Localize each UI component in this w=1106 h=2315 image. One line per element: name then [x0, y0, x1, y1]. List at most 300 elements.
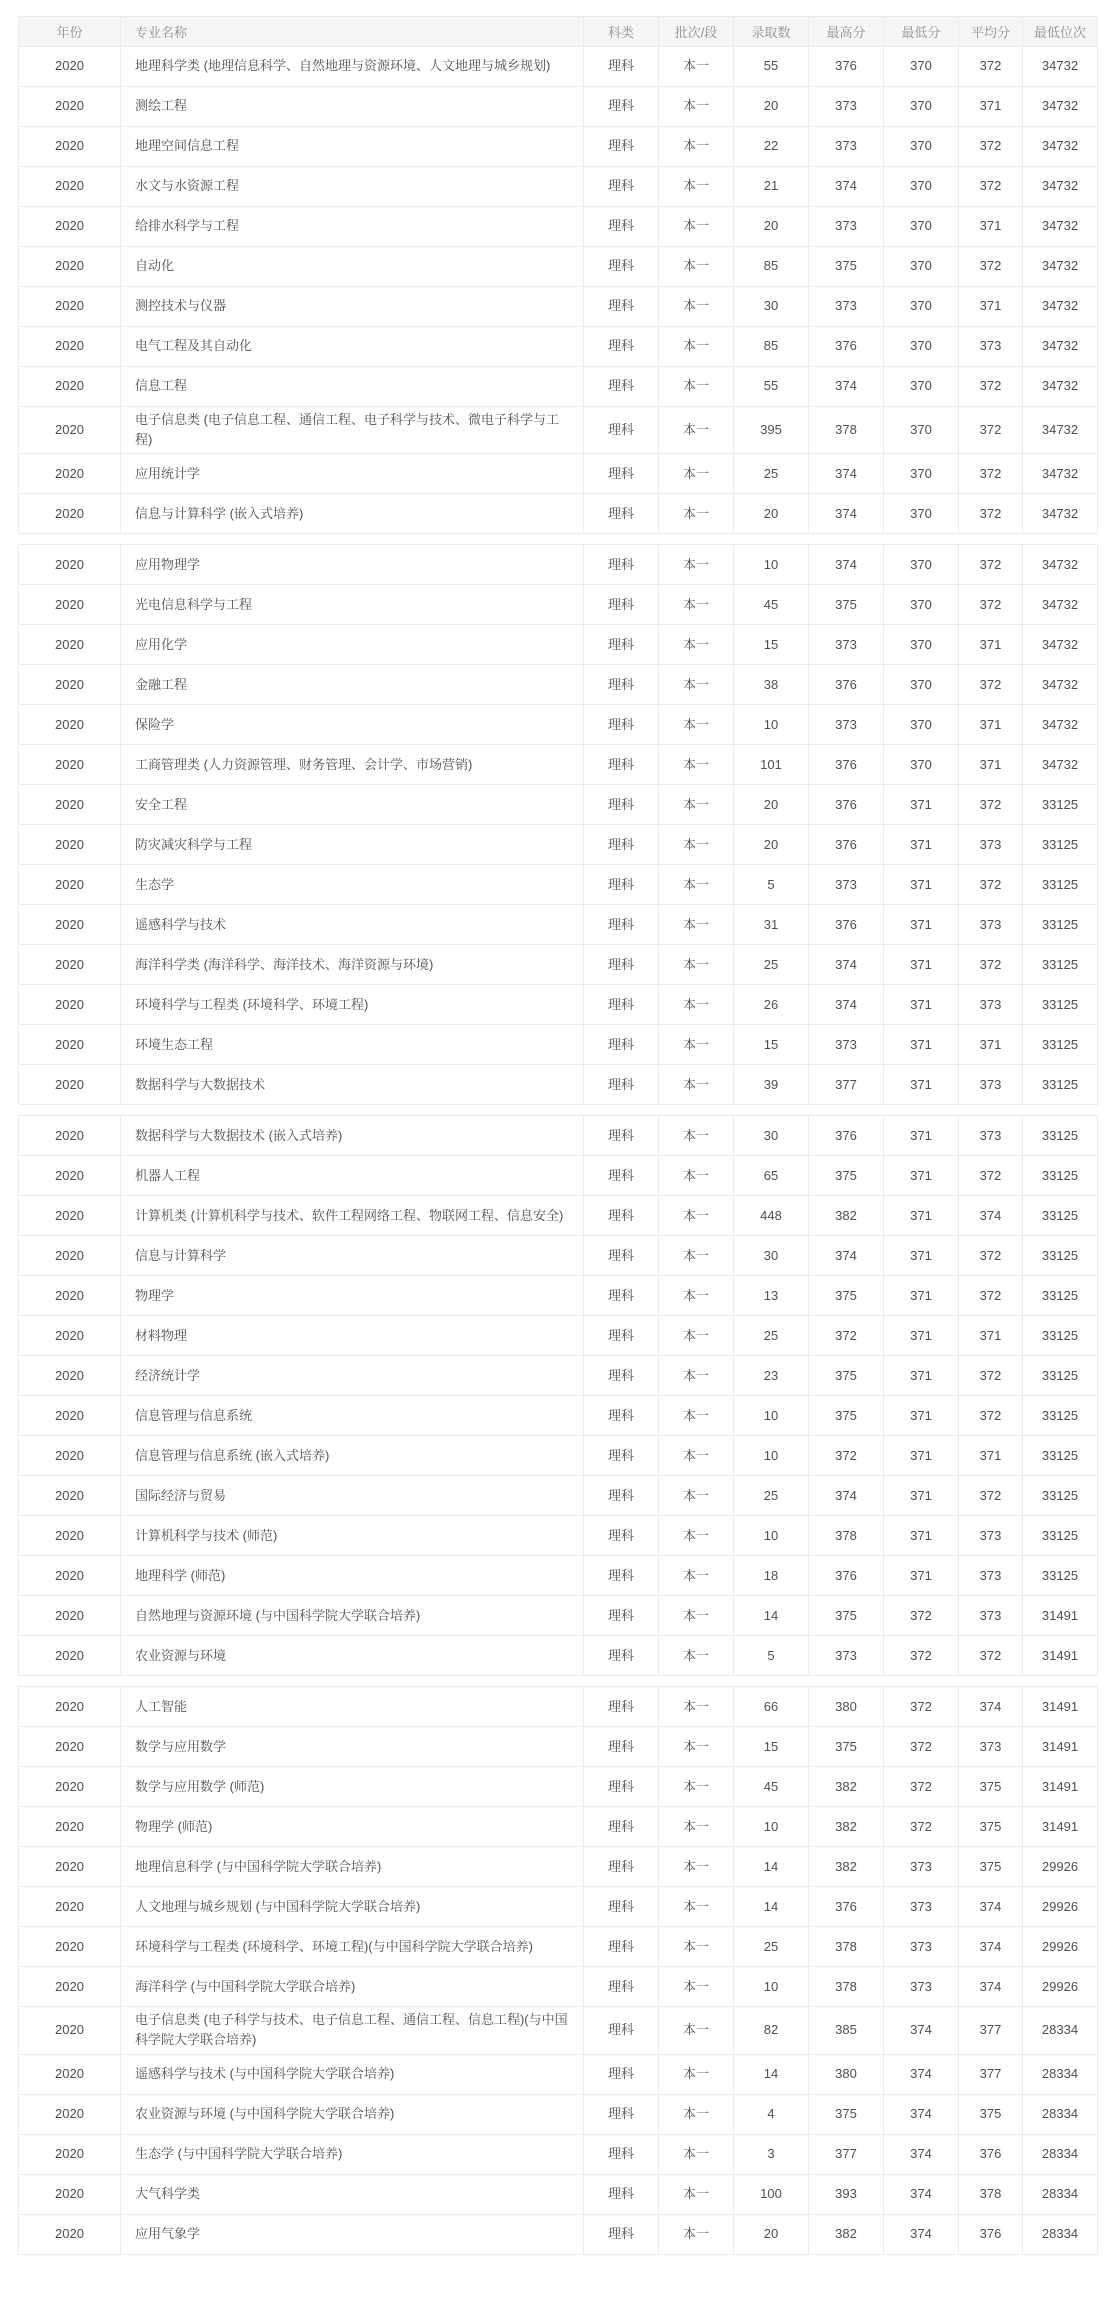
major-cell: 机器人工程	[121, 1156, 584, 1196]
min_score-cell: 372	[884, 1807, 959, 1847]
table-row	[19, 327, 1098, 367]
table-row	[19, 1316, 1098, 1356]
min_score-cell: 370	[884, 287, 959, 327]
admitted-cell: 10	[734, 545, 809, 585]
max_score-cell: 373	[809, 865, 884, 905]
major-cell: 材料物理	[121, 1316, 584, 1356]
table-row	[19, 865, 1098, 905]
batch-cell: 本一	[659, 2094, 734, 2134]
avg_score-cell: 377	[959, 2054, 1023, 2094]
avg_score-cell: 378	[959, 2174, 1023, 2214]
max_score-cell: 378	[809, 1927, 884, 1967]
min_score-cell: 372	[884, 1687, 959, 1727]
category-cell: 理科	[584, 905, 659, 945]
min_score-cell: 373	[884, 1967, 959, 2007]
min_score-cell: 374	[884, 2174, 959, 2214]
max_score-cell: 374	[809, 1476, 884, 1516]
min_rank-cell: 31491	[1023, 1636, 1098, 1676]
min_score-cell: 370	[884, 705, 959, 745]
min_rank-cell: 34732	[1023, 545, 1098, 585]
avg_score-cell: 374	[959, 1196, 1023, 1236]
batch-cell: 本一	[659, 625, 734, 665]
min_rank-cell: 28334	[1023, 2094, 1098, 2134]
batch-cell: 本一	[659, 47, 734, 87]
category-cell: 理科	[584, 494, 659, 534]
admitted-cell: 14	[734, 1847, 809, 1887]
max_score-cell: 375	[809, 247, 884, 287]
max_score-cell: 378	[809, 407, 884, 454]
category-cell: 理科	[584, 1396, 659, 1436]
max_score-cell: 375	[809, 585, 884, 625]
major-cell: 人工智能	[121, 1687, 584, 1727]
batch-cell: 本一	[659, 1356, 734, 1396]
category-cell: 理科	[584, 625, 659, 665]
batch-cell: 本一	[659, 1807, 734, 1847]
category-cell: 理科	[584, 367, 659, 407]
min_score-cell: 372	[884, 1767, 959, 1807]
min_rank-cell: 34732	[1023, 167, 1098, 207]
min_score-cell: 374	[884, 2007, 959, 2054]
column-header-max_score: 最高分	[809, 17, 884, 47]
avg_score-cell: 373	[959, 905, 1023, 945]
max_score-cell: 376	[809, 665, 884, 705]
batch-cell: 本一	[659, 1156, 734, 1196]
max_score-cell: 374	[809, 367, 884, 407]
table-row	[19, 2134, 1098, 2174]
year-cell: 2020	[19, 1065, 121, 1105]
major-cell: 应用化学	[121, 625, 584, 665]
max_score-cell: 374	[809, 985, 884, 1025]
max_score-cell: 372	[809, 1316, 884, 1356]
year-cell: 2020	[19, 1196, 121, 1236]
batch-cell: 本一	[659, 1316, 734, 1356]
year-cell: 2020	[19, 585, 121, 625]
year-cell: 2020	[19, 2094, 121, 2134]
batch-cell: 本一	[659, 865, 734, 905]
year-cell: 2020	[19, 985, 121, 1025]
category-cell: 理科	[584, 2094, 659, 2134]
min_score-cell: 372	[884, 1727, 959, 1767]
table-row	[19, 1276, 1098, 1316]
year-cell: 2020	[19, 1767, 121, 1807]
year-cell: 2020	[19, 1556, 121, 1596]
min_rank-cell: 33125	[1023, 1156, 1098, 1196]
category-cell: 理科	[584, 825, 659, 865]
column-header-admitted: 录取数	[734, 17, 809, 47]
max_score-cell: 378	[809, 1967, 884, 2007]
min_score-cell: 370	[884, 87, 959, 127]
year-cell: 2020	[19, 327, 121, 367]
table-row	[19, 1636, 1098, 1676]
admitted-cell: 45	[734, 1767, 809, 1807]
major-cell: 地理空间信息工程	[121, 127, 584, 167]
major-cell: 电子信息类 (电子信息工程、通信工程、电子科学与技术、微电子科学与工程)	[121, 407, 584, 454]
major-cell: 数学与应用数学	[121, 1727, 584, 1767]
category-cell: 理科	[584, 1687, 659, 1727]
admitted-cell: 30	[734, 1236, 809, 1276]
min_score-cell: 371	[884, 1436, 959, 1476]
avg_score-cell: 372	[959, 585, 1023, 625]
table-row	[19, 705, 1098, 745]
min_rank-cell: 33125	[1023, 985, 1098, 1025]
batch-cell: 本一	[659, 1887, 734, 1927]
avg_score-cell: 374	[959, 1967, 1023, 2007]
admitted-cell: 22	[734, 127, 809, 167]
max_score-cell: 373	[809, 287, 884, 327]
major-cell: 数据科学与大数据技术	[121, 1065, 584, 1105]
major-cell: 给排水科学与工程	[121, 207, 584, 247]
min_rank-cell: 33125	[1023, 865, 1098, 905]
min_rank-cell: 34732	[1023, 407, 1098, 454]
batch-cell: 本一	[659, 454, 734, 494]
batch-cell: 本一	[659, 494, 734, 534]
admitted-cell: 4	[734, 2094, 809, 2134]
avg_score-cell: 372	[959, 454, 1023, 494]
min_rank-cell: 34732	[1023, 327, 1098, 367]
category-cell: 理科	[584, 1927, 659, 1967]
max_score-cell: 380	[809, 1687, 884, 1727]
max_score-cell: 373	[809, 87, 884, 127]
admitted-cell: 3	[734, 2134, 809, 2174]
year-cell: 2020	[19, 454, 121, 494]
major-cell: 信息工程	[121, 367, 584, 407]
category-cell: 理科	[584, 1236, 659, 1276]
year-cell: 2020	[19, 247, 121, 287]
table-body	[19, 47, 1098, 534]
max_score-cell: 375	[809, 1596, 884, 1636]
category-cell: 理科	[584, 167, 659, 207]
max_score-cell: 382	[809, 1196, 884, 1236]
avg_score-cell: 373	[959, 1596, 1023, 1636]
avg_score-cell: 372	[959, 545, 1023, 585]
column-header-batch: 批次/段	[659, 17, 734, 47]
avg_score-cell: 372	[959, 785, 1023, 825]
major-cell: 计算机科学与技术 (师范)	[121, 1516, 584, 1556]
min_score-cell: 371	[884, 785, 959, 825]
max_score-cell: 373	[809, 1025, 884, 1065]
max_score-cell: 382	[809, 2214, 884, 2254]
max_score-cell: 375	[809, 1276, 884, 1316]
batch-cell: 本一	[659, 1556, 734, 1596]
admitted-cell: 100	[734, 2174, 809, 2214]
year-cell: 2020	[19, 1807, 121, 1847]
table-header-row	[19, 17, 1098, 47]
year-cell: 2020	[19, 2174, 121, 2214]
batch-cell: 本一	[659, 665, 734, 705]
major-cell: 电子信息类 (电子科学与技术、电子信息工程、通信工程、信息工程)(与中国科学院大学联合培养)	[121, 2007, 584, 2054]
column-header-major: 专业名称	[121, 17, 584, 47]
admitted-cell: 10	[734, 1436, 809, 1476]
category-cell: 理科	[584, 1967, 659, 2007]
min_score-cell: 371	[884, 905, 959, 945]
major-cell: 自动化	[121, 247, 584, 287]
admitted-cell: 85	[734, 247, 809, 287]
table-row	[19, 407, 1098, 454]
avg_score-cell: 376	[959, 2134, 1023, 2174]
avg_score-cell: 372	[959, 945, 1023, 985]
admitted-cell: 39	[734, 1065, 809, 1105]
major-cell: 生态学	[121, 865, 584, 905]
major-cell: 应用物理学	[121, 545, 584, 585]
batch-cell: 本一	[659, 2134, 734, 2174]
admitted-cell: 21	[734, 167, 809, 207]
category-cell: 理科	[584, 705, 659, 745]
batch-cell: 本一	[659, 2174, 734, 2214]
admitted-cell: 448	[734, 1196, 809, 1236]
major-cell: 应用气象学	[121, 2214, 584, 2254]
category-cell: 理科	[584, 1727, 659, 1767]
min_rank-cell: 29926	[1023, 1887, 1098, 1927]
admitted-cell: 38	[734, 665, 809, 705]
batch-cell: 本一	[659, 1396, 734, 1436]
table-row	[19, 1436, 1098, 1476]
max_score-cell: 382	[809, 1847, 884, 1887]
category-cell: 理科	[584, 545, 659, 585]
year-cell: 2020	[19, 1396, 121, 1436]
table-row	[19, 1356, 1098, 1396]
major-cell: 数学与应用数学 (师范)	[121, 1767, 584, 1807]
admitted-cell: 10	[734, 1807, 809, 1847]
min_rank-cell: 33125	[1023, 1276, 1098, 1316]
min_score-cell: 373	[884, 1927, 959, 1967]
min_rank-cell: 33125	[1023, 1236, 1098, 1276]
table-row	[19, 2094, 1098, 2134]
min_score-cell: 371	[884, 1196, 959, 1236]
major-cell: 生态学 (与中国科学院大学联合培养)	[121, 2134, 584, 2174]
category-cell: 理科	[584, 1767, 659, 1807]
avg_score-cell: 371	[959, 1436, 1023, 1476]
avg_score-cell: 377	[959, 2007, 1023, 2054]
year-cell: 2020	[19, 1847, 121, 1887]
admitted-cell: 10	[734, 1967, 809, 2007]
max_score-cell: 376	[809, 47, 884, 87]
major-cell: 光电信息科学与工程	[121, 585, 584, 625]
major-cell: 计算机类 (计算机科学与技术、软件工程网络工程、物联网工程、信息安全)	[121, 1196, 584, 1236]
max_score-cell: 374	[809, 1236, 884, 1276]
batch-cell: 本一	[659, 585, 734, 625]
avg_score-cell: 372	[959, 247, 1023, 287]
batch-cell: 本一	[659, 745, 734, 785]
min_rank-cell: 33125	[1023, 1436, 1098, 1476]
batch-cell: 本一	[659, 545, 734, 585]
table-row	[19, 1767, 1098, 1807]
category-cell: 理科	[584, 1887, 659, 1927]
table-row	[19, 625, 1098, 665]
admitted-cell: 66	[734, 1687, 809, 1727]
column-header-category: 科类	[584, 17, 659, 47]
category-cell: 理科	[584, 2174, 659, 2214]
admitted-cell: 395	[734, 407, 809, 454]
year-cell: 2020	[19, 1887, 121, 1927]
table-row	[19, 1927, 1098, 1967]
min_rank-cell: 34732	[1023, 665, 1098, 705]
admitted-cell: 55	[734, 367, 809, 407]
major-cell: 国际经济与贸易	[121, 1476, 584, 1516]
avg_score-cell: 371	[959, 1316, 1023, 1356]
avg_score-cell: 373	[959, 327, 1023, 367]
min_score-cell: 371	[884, 865, 959, 905]
category-cell: 理科	[584, 2134, 659, 2174]
min_score-cell: 372	[884, 1636, 959, 1676]
min_score-cell: 370	[884, 745, 959, 785]
table-row	[19, 1887, 1098, 1927]
min_rank-cell: 33125	[1023, 1476, 1098, 1516]
min_rank-cell: 34732	[1023, 705, 1098, 745]
major-cell: 信息管理与信息系统	[121, 1396, 584, 1436]
min_rank-cell: 31491	[1023, 1596, 1098, 1636]
avg_score-cell: 371	[959, 287, 1023, 327]
table-row	[19, 1236, 1098, 1276]
year-cell: 2020	[19, 705, 121, 745]
min_score-cell: 370	[884, 625, 959, 665]
min_score-cell: 370	[884, 47, 959, 87]
admitted-cell: 30	[734, 1116, 809, 1156]
year-cell: 2020	[19, 1156, 121, 1196]
min_score-cell: 370	[884, 367, 959, 407]
category-cell: 理科	[584, 1065, 659, 1105]
admitted-cell: 82	[734, 2007, 809, 2054]
admission-score-table-block	[18, 544, 1098, 1105]
major-cell: 农业资源与环境 (与中国科学院大学联合培养)	[121, 2094, 584, 2134]
avg_score-cell: 375	[959, 1847, 1023, 1887]
batch-cell: 本一	[659, 1927, 734, 1967]
table-row	[19, 585, 1098, 625]
year-cell: 2020	[19, 905, 121, 945]
min_rank-cell: 31491	[1023, 1767, 1098, 1807]
max_score-cell: 373	[809, 625, 884, 665]
admission-score-table-blocks	[18, 16, 1106, 2255]
category-cell: 理科	[584, 247, 659, 287]
min_rank-cell: 34732	[1023, 287, 1098, 327]
max_score-cell: 373	[809, 705, 884, 745]
table-row	[19, 47, 1098, 87]
min_rank-cell: 29926	[1023, 1847, 1098, 1887]
column-header-min_score: 最低分	[884, 17, 959, 47]
batch-cell: 本一	[659, 1636, 734, 1676]
min_rank-cell: 28334	[1023, 2134, 1098, 2174]
min_rank-cell: 34732	[1023, 47, 1098, 87]
major-cell: 应用统计学	[121, 454, 584, 494]
avg_score-cell: 372	[959, 1356, 1023, 1396]
batch-cell: 本一	[659, 1025, 734, 1065]
table-body	[19, 1116, 1098, 1676]
batch-cell: 本一	[659, 167, 734, 207]
avg_score-cell: 372	[959, 665, 1023, 705]
major-cell: 信息与计算科学 (嵌入式培养)	[121, 494, 584, 534]
admitted-cell: 85	[734, 327, 809, 367]
admitted-cell: 23	[734, 1356, 809, 1396]
table-row	[19, 1156, 1098, 1196]
batch-cell: 本一	[659, 1767, 734, 1807]
max_score-cell: 393	[809, 2174, 884, 2214]
batch-cell: 本一	[659, 1847, 734, 1887]
admitted-cell: 25	[734, 1476, 809, 1516]
category-cell: 理科	[584, 1847, 659, 1887]
max_score-cell: 378	[809, 1516, 884, 1556]
batch-cell: 本一	[659, 1116, 734, 1156]
avg_score-cell: 373	[959, 1727, 1023, 1767]
max_score-cell: 382	[809, 1807, 884, 1847]
avg_score-cell: 373	[959, 1556, 1023, 1596]
admitted-cell: 20	[734, 494, 809, 534]
admitted-cell: 15	[734, 1727, 809, 1767]
max_score-cell: 380	[809, 2054, 884, 2094]
batch-cell: 本一	[659, 825, 734, 865]
max_score-cell: 376	[809, 1556, 884, 1596]
table-row	[19, 985, 1098, 1025]
table-row	[19, 825, 1098, 865]
min_rank-cell: 34732	[1023, 585, 1098, 625]
min_rank-cell: 29926	[1023, 1967, 1098, 2007]
year-cell: 2020	[19, 1236, 121, 1276]
min_rank-cell: 34732	[1023, 454, 1098, 494]
min_rank-cell: 34732	[1023, 87, 1098, 127]
major-cell: 地理科学类 (地理信息科学、自然地理与资源环境、人文地理与城乡规划)	[121, 47, 584, 87]
min_score-cell: 370	[884, 494, 959, 534]
admitted-cell: 25	[734, 1316, 809, 1356]
min_rank-cell: 33125	[1023, 1025, 1098, 1065]
min_score-cell: 370	[884, 545, 959, 585]
batch-cell: 本一	[659, 1276, 734, 1316]
batch-cell: 本一	[659, 207, 734, 247]
table-row	[19, 2214, 1098, 2254]
min_score-cell: 374	[884, 2094, 959, 2134]
table-row	[19, 287, 1098, 327]
max_score-cell: 374	[809, 494, 884, 534]
min_rank-cell: 34732	[1023, 247, 1098, 287]
avg_score-cell: 373	[959, 1116, 1023, 1156]
year-cell: 2020	[19, 2007, 121, 2054]
min_rank-cell: 31491	[1023, 1807, 1098, 1847]
batch-cell: 本一	[659, 785, 734, 825]
batch-cell: 本一	[659, 407, 734, 454]
table-row	[19, 745, 1098, 785]
table-row	[19, 665, 1098, 705]
avg_score-cell: 376	[959, 2214, 1023, 2254]
table-row	[19, 1025, 1098, 1065]
major-cell: 经济统计学	[121, 1356, 584, 1396]
min_rank-cell: 33125	[1023, 785, 1098, 825]
max_score-cell: 382	[809, 1767, 884, 1807]
batch-cell: 本一	[659, 705, 734, 745]
min_score-cell: 373	[884, 1887, 959, 1927]
table-row	[19, 1196, 1098, 1236]
admitted-cell: 31	[734, 905, 809, 945]
avg_score-cell: 372	[959, 865, 1023, 905]
avg_score-cell: 372	[959, 1236, 1023, 1276]
min_rank-cell: 28334	[1023, 2174, 1098, 2214]
max_score-cell: 376	[809, 1887, 884, 1927]
table-row	[19, 494, 1098, 534]
admitted-cell: 15	[734, 1025, 809, 1065]
admitted-cell: 10	[734, 1396, 809, 1436]
min_score-cell: 370	[884, 207, 959, 247]
table-row	[19, 545, 1098, 585]
min_score-cell: 373	[884, 1847, 959, 1887]
year-cell: 2020	[19, 2054, 121, 2094]
category-cell: 理科	[584, 1556, 659, 1596]
category-cell: 理科	[584, 2214, 659, 2254]
year-cell: 2020	[19, 1276, 121, 1316]
min_rank-cell: 34732	[1023, 367, 1098, 407]
min_score-cell: 371	[884, 1316, 959, 1356]
year-cell: 2020	[19, 1356, 121, 1396]
category-cell: 理科	[584, 2054, 659, 2094]
major-cell: 信息与计算科学	[121, 1236, 584, 1276]
year-cell: 2020	[19, 1516, 121, 1556]
column-header-year: 年份	[19, 17, 121, 47]
min_rank-cell: 33125	[1023, 1556, 1098, 1596]
